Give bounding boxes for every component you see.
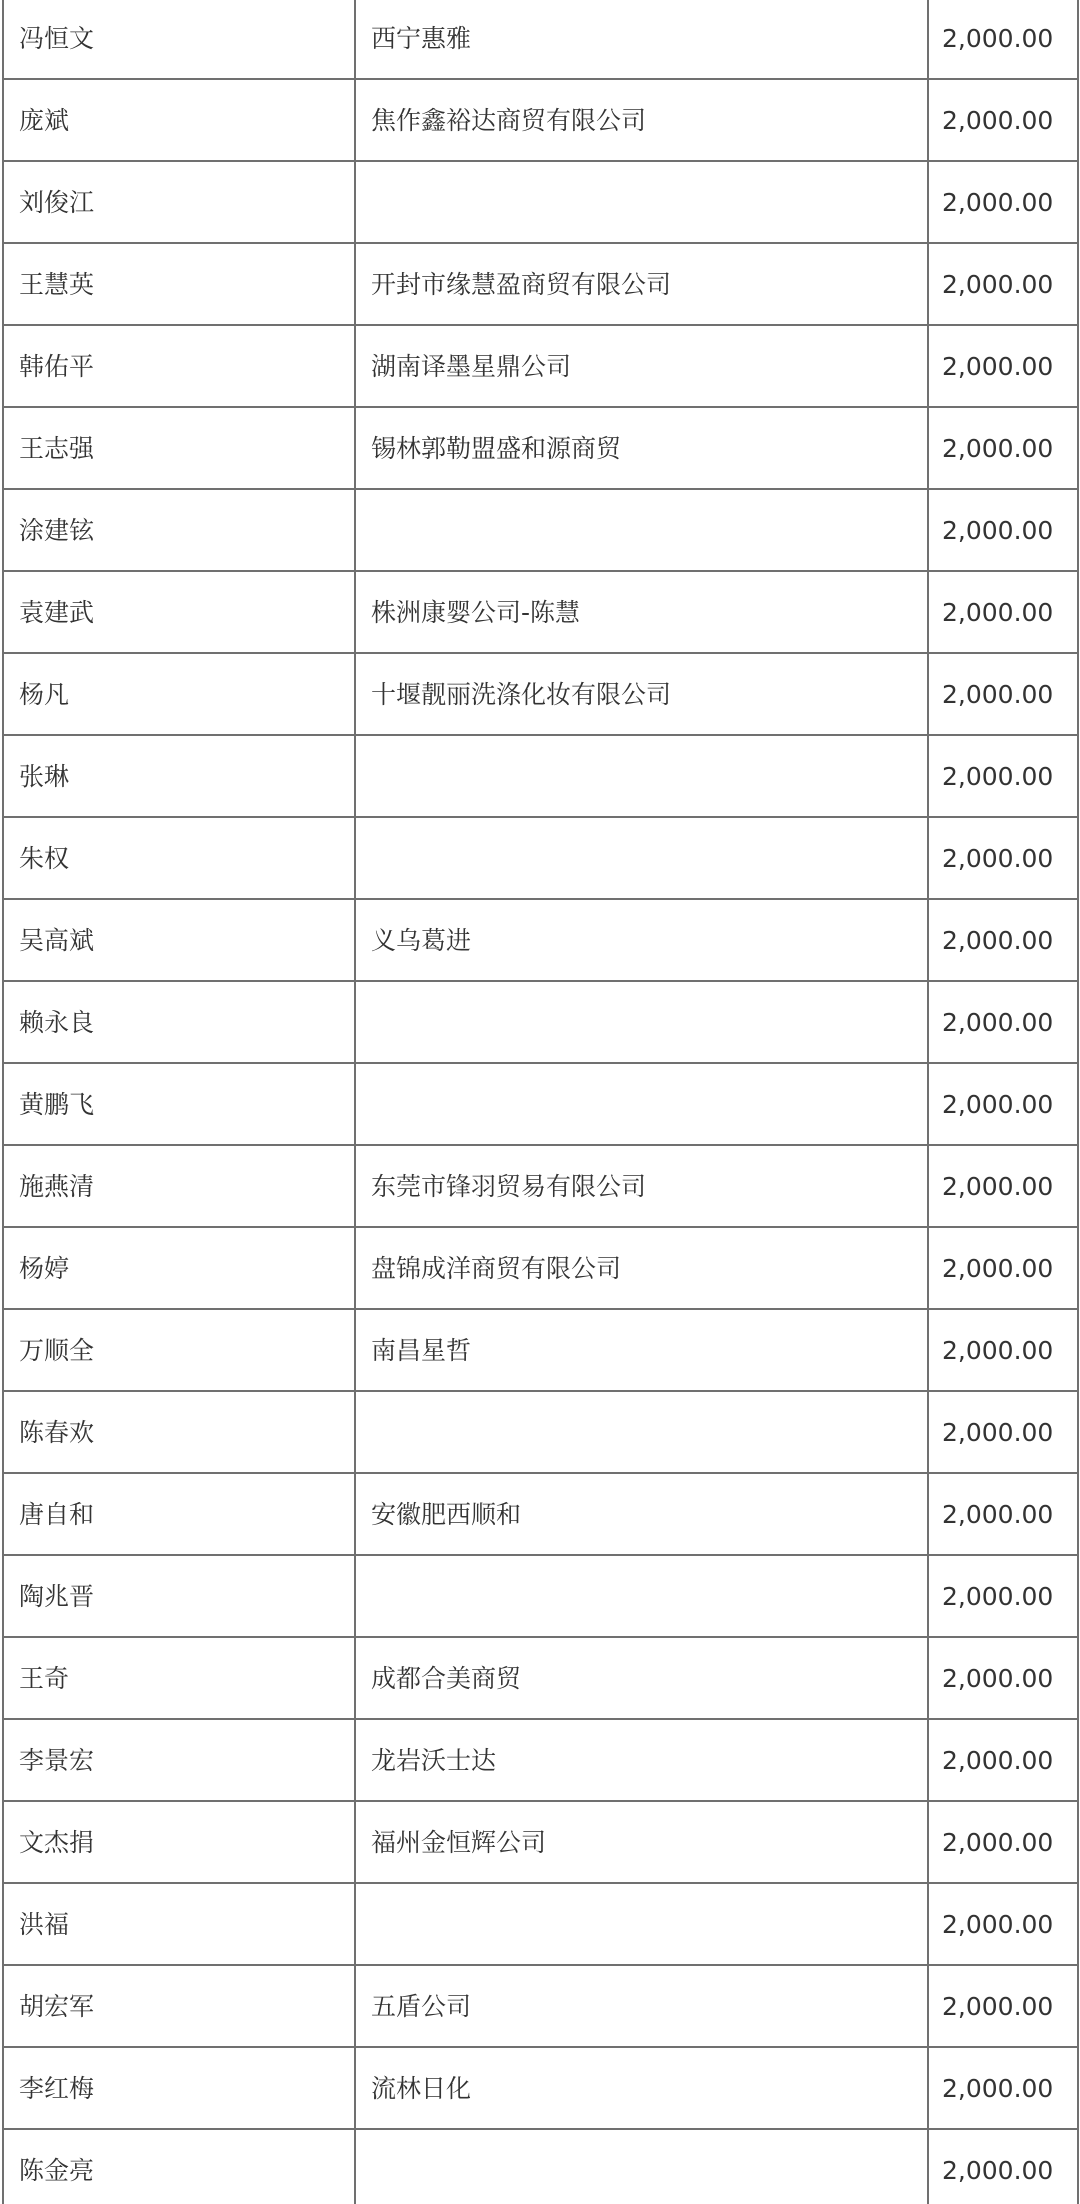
donation-table-body (3, 0, 1078, 2204)
table-row (3, 1719, 1078, 1801)
table-row (3, 1965, 1078, 2047)
donor-name-cell: 韩佑平 (3, 325, 355, 407)
donor-name-cell: 陈金亮 (3, 2129, 355, 2204)
table-row (3, 571, 1078, 653)
table-row (3, 161, 1078, 243)
donor-name-cell: 张琳 (3, 735, 355, 817)
amount-cell: 2,000.00 (928, 161, 1078, 243)
amount-cell: 2,000.00 (928, 0, 1078, 79)
company-cell (355, 1883, 928, 1965)
donor-name-cell: 庞斌 (3, 79, 355, 161)
donor-name-cell: 涂建铉 (3, 489, 355, 571)
donor-name-cell: 王奇 (3, 1637, 355, 1719)
amount-cell: 2,000.00 (928, 1719, 1078, 1801)
donor-name-cell: 王慧英 (3, 243, 355, 325)
donor-name-cell: 朱权 (3, 817, 355, 899)
amount-cell: 2,000.00 (928, 407, 1078, 489)
donor-name-cell: 吴高斌 (3, 899, 355, 981)
company-cell (355, 1063, 928, 1145)
company-cell: 成都合美商贸 (355, 1637, 928, 1719)
amount-cell: 2,000.00 (928, 1637, 1078, 1719)
table-row (3, 981, 1078, 1063)
table-row (3, 0, 1078, 79)
donor-name-cell: 刘俊江 (3, 161, 355, 243)
company-cell: 安徽肥西顺和 (355, 1473, 928, 1555)
amount-cell: 2,000.00 (928, 653, 1078, 735)
amount-cell: 2,000.00 (928, 735, 1078, 817)
donor-name-cell: 洪福 (3, 1883, 355, 1965)
table-row (3, 1637, 1078, 1719)
table-row (3, 489, 1078, 571)
amount-cell: 2,000.00 (928, 79, 1078, 161)
amount-cell: 2,000.00 (928, 489, 1078, 571)
company-cell (355, 1555, 928, 1637)
donor-name-cell: 陶兆晋 (3, 1555, 355, 1637)
amount-cell: 2,000.00 (928, 1309, 1078, 1391)
company-cell: 开封市缘慧盈商贸有限公司 (355, 243, 928, 325)
donor-name-cell: 陈春欢 (3, 1391, 355, 1473)
amount-cell: 2,000.00 (928, 1473, 1078, 1555)
donor-name-cell: 李红梅 (3, 2047, 355, 2129)
table-row (3, 79, 1078, 161)
company-cell: 义乌葛进 (355, 899, 928, 981)
table-row (3, 2129, 1078, 2204)
donor-name-cell: 万顺全 (3, 1309, 355, 1391)
amount-cell: 2,000.00 (928, 1555, 1078, 1637)
amount-cell: 2,000.00 (928, 899, 1078, 981)
amount-cell: 2,000.00 (928, 817, 1078, 899)
company-cell: 盘锦成洋商贸有限公司 (355, 1227, 928, 1309)
amount-cell: 2,000.00 (928, 1801, 1078, 1883)
table-row (3, 817, 1078, 899)
amount-cell: 2,000.00 (928, 1145, 1078, 1227)
company-cell: 龙岩沃士达 (355, 1719, 928, 1801)
amount-cell: 2,000.00 (928, 1883, 1078, 1965)
donor-name-cell: 杨婷 (3, 1227, 355, 1309)
donor-name-cell: 袁建武 (3, 571, 355, 653)
company-cell: 焦作鑫裕达商贸有限公司 (355, 79, 928, 161)
amount-cell: 2,000.00 (928, 1227, 1078, 1309)
table-row (3, 1227, 1078, 1309)
amount-cell: 2,000.00 (928, 243, 1078, 325)
company-cell (355, 161, 928, 243)
table-row (3, 1883, 1078, 1965)
donor-name-cell: 赖永良 (3, 981, 355, 1063)
table-row (3, 1309, 1078, 1391)
table-row (3, 1473, 1078, 1555)
table-row (3, 1391, 1078, 1473)
company-cell: 流林日化 (355, 2047, 928, 2129)
amount-cell: 2,000.00 (928, 981, 1078, 1063)
company-cell: 五盾公司 (355, 1965, 928, 2047)
amount-cell: 2,000.00 (928, 1391, 1078, 1473)
table-row (3, 899, 1078, 981)
amount-cell: 2,000.00 (928, 325, 1078, 407)
company-cell: 南昌星哲 (355, 1309, 928, 1391)
company-cell: 福州金恒辉公司 (355, 1801, 928, 1883)
company-cell (355, 2129, 928, 2204)
company-cell: 锡林郭勒盟盛和源商贸 (355, 407, 928, 489)
table-row (3, 1801, 1078, 1883)
table-row (3, 653, 1078, 735)
donor-name-cell: 王志强 (3, 407, 355, 489)
company-cell (355, 981, 928, 1063)
donation-table (2, 0, 1079, 2204)
company-cell: 湖南译墨星鼎公司 (355, 325, 928, 407)
amount-cell: 2,000.00 (928, 2047, 1078, 2129)
donor-name-cell: 黄鹏飞 (3, 1063, 355, 1145)
amount-cell: 2,000.00 (928, 571, 1078, 653)
company-cell (355, 1391, 928, 1473)
donor-name-cell: 施燕清 (3, 1145, 355, 1227)
donor-name-cell: 唐自和 (3, 1473, 355, 1555)
donor-name-cell: 李景宏 (3, 1719, 355, 1801)
company-cell (355, 735, 928, 817)
company-cell (355, 817, 928, 899)
table-row (3, 325, 1078, 407)
amount-cell: 2,000.00 (928, 1965, 1078, 2047)
donor-name-cell: 文杰捐 (3, 1801, 355, 1883)
donor-name-cell: 冯恒文 (3, 0, 355, 79)
company-cell: 株洲康婴公司-陈慧 (355, 571, 928, 653)
company-cell: 东莞市锋羽贸易有限公司 (355, 1145, 928, 1227)
table-row (3, 1555, 1078, 1637)
table-row (3, 735, 1078, 817)
amount-cell: 2,000.00 (928, 2129, 1078, 2204)
donor-name-cell: 胡宏军 (3, 1965, 355, 2047)
company-cell (355, 489, 928, 571)
table-row (3, 2047, 1078, 2129)
table-row (3, 407, 1078, 489)
donor-name-cell: 杨凡 (3, 653, 355, 735)
table-row (3, 243, 1078, 325)
table-row (3, 1063, 1078, 1145)
amount-cell: 2,000.00 (928, 1063, 1078, 1145)
company-cell: 十堰靓丽洗涤化妆有限公司 (355, 653, 928, 735)
table-row (3, 1145, 1078, 1227)
company-cell: 西宁惠雅 (355, 0, 928, 79)
